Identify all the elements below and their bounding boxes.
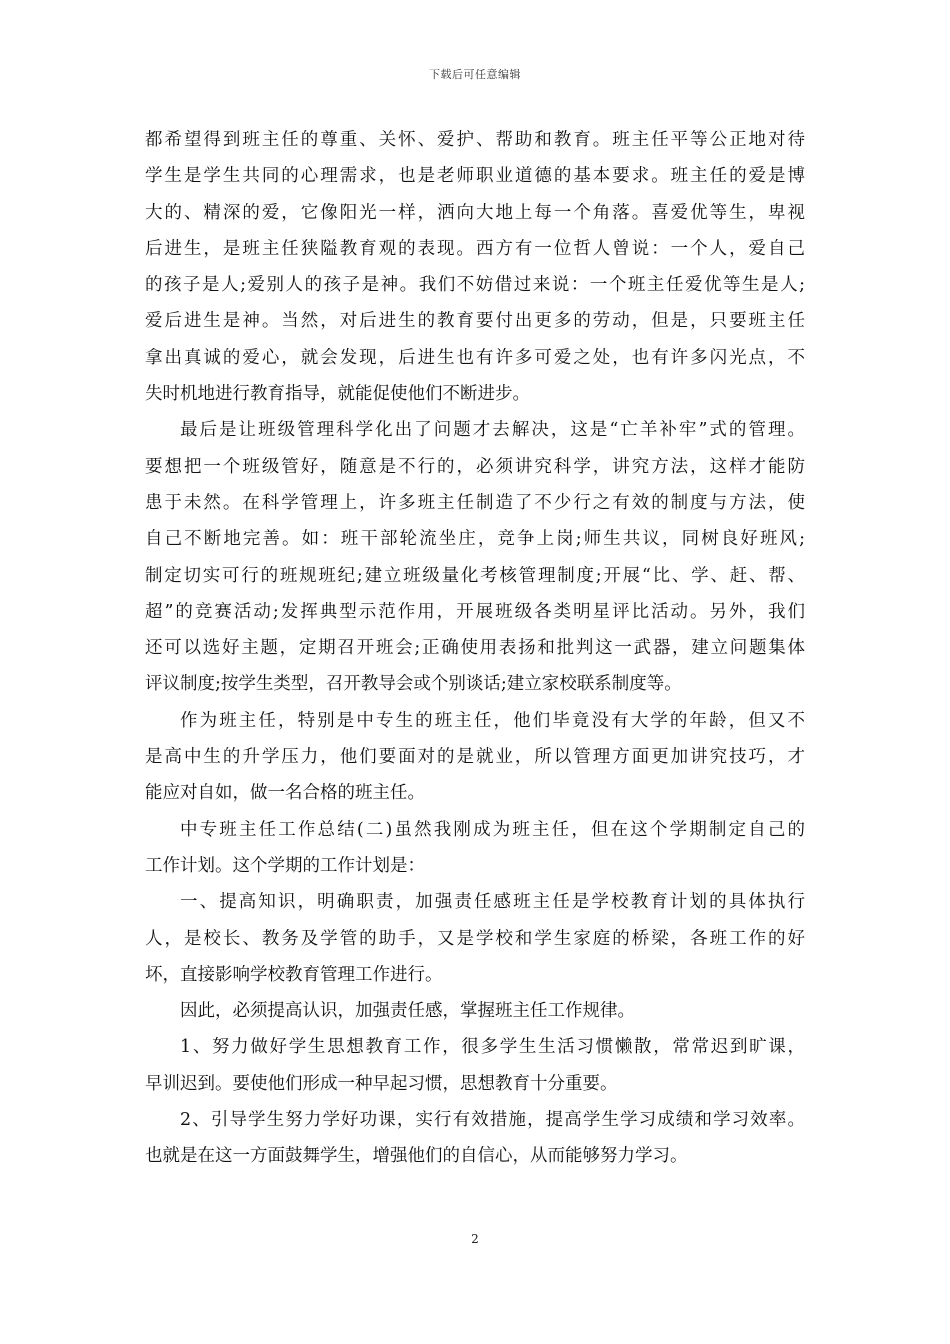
- text-line: 坏，直接影响学校教育管理工作进行。: [145, 964, 443, 985]
- text-line: 失时机地进行教育指导，就能促使他们不断进步。: [145, 384, 530, 405]
- text-line: 能应对自如，做一名合格的班主任。: [145, 783, 425, 804]
- text-line: 患于未然。在科学管理上，许多班主任制造了不少行之有效的制度与方法，使: [145, 492, 805, 513]
- text-line: 作为班主任，特别是中专生的班主任，他们毕竟没有大学的年龄，但又不: [180, 710, 805, 731]
- text-line: 都希望得到班主任的尊重、关怀、爱护、帮助和教育。班主任平等公正地对待: [145, 130, 805, 150]
- text-line: 后进生，是班主任狭隘教育观的表现。西方有一位哲人曾说：一个人，爱自己: [145, 238, 805, 259]
- text-line: 学生是学生共同的心理需求，也是老师职业道德的基本要求。班主任的爱是博: [145, 166, 805, 187]
- text-line: 拿出真诚的爱心，就会发现，后进生也有许多可爱之处，也有许多闪光点，不: [145, 347, 805, 368]
- text-line: 2、引导学生努力学好功课，实行有效措施，提高学生学习成绩和学习效率。: [180, 1110, 805, 1131]
- text-line: 因此，必须提高认识，加强责任感，掌握班主任工作规律。: [180, 1001, 635, 1022]
- page-number: 2: [471, 1232, 479, 1246]
- document-body: [145, 122, 805, 1175]
- text-line: 中专班主任工作总结(二)虽然我刚成为班主任，但在这个学期制定自己的: [180, 819, 805, 840]
- text-line: 要想把一个班级管好，随意是不行的，必须讲究科学，讲究方法，这样才能防: [145, 456, 805, 477]
- text-line: 是高中生的升学压力，他们要面对的是就业，所以管理方面更加讲究技巧，才: [145, 747, 805, 768]
- text-line: 的孩子是人;爱别人的孩子是神。我们不妨借过来说：一个班主任爱优等生是人;: [145, 275, 805, 296]
- text-line: 也就是在这一方面鼓舞学生，增强他们的自信心，从而能够努力学习。: [145, 1146, 688, 1167]
- text-line: 评议制度;按学生类型，召开教导会或个别谈话;建立家校联系制度等。: [145, 674, 682, 695]
- text-line: 大的、精深的爱，它像阳光一样，洒向大地上每一个角落。喜爱优等生，卑视: [145, 202, 805, 223]
- text-line: 1、努力做好学生思想教育工作，很多学生生活习惯懒散，常常迟到旷课，: [180, 1037, 805, 1058]
- page-header: 下载后可任意编辑: [429, 68, 521, 81]
- text-line: 自己不断地完善。如：班干部轮流坐庄，竞争上岗;师生共议，同树良好班风;: [145, 529, 805, 550]
- text-line: 制定切实可行的班规班纪;建立班级量化考核管理制度;开展“比、学、赶、帮、: [145, 565, 805, 586]
- text-line: 早训迟到。要使他们形成一种早起习惯，思想教育十分重要。: [145, 1073, 618, 1094]
- text-line: 人，是校长、教务及学管的助手，又是学校和学生家庭的桥梁，各班工作的好: [145, 928, 805, 949]
- text-line: 超”的竞赛活动;发挥典型示范作用，开展班级各类明星评比活动。另外，我们: [145, 601, 805, 622]
- text-line: 一、提高知识，明确职责，加强责任感班主任是学校教育计划的具体执行: [180, 892, 805, 913]
- text-line: 工作计划。这个学期的工作计划是：: [145, 855, 425, 876]
- text-line: 还可以选好主题，定期召开班会;正确使用表扬和批判这一武器，建立问题集体: [145, 638, 805, 659]
- text-line: 最后是让班级管理科学化出了问题才去解决，这是“亡羊补牢”式的管理。: [180, 420, 805, 441]
- text-line: 爱后进生是神。当然，对后进生的教育要付出更多的劳动，但是，只要班主任: [145, 311, 805, 332]
